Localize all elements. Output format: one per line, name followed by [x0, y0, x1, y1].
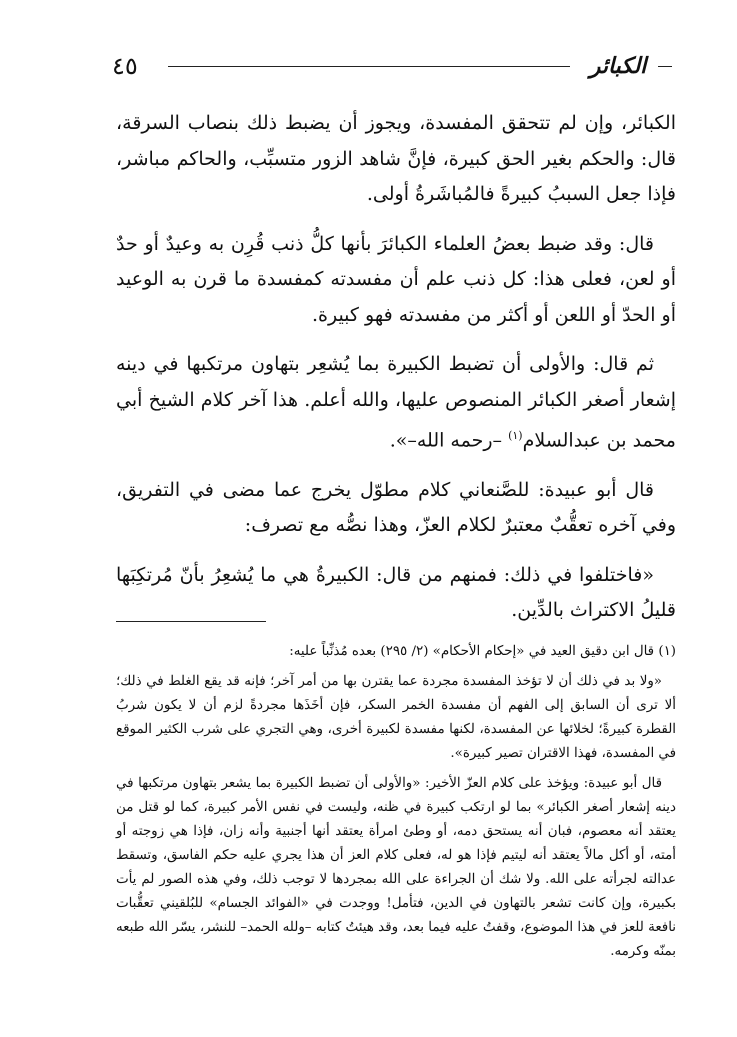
paragraph-5: «فاختلفوا في ذلك: فمنهم من قال: الكبيرةُ هي ما يُشعِرُ بأنّ مُرتكِبَها قليلُ الاكتراث بالدِّين. — [116, 563, 676, 622]
running-title: الكبائر — [589, 53, 647, 79]
main-text — [116, 106, 676, 643]
page-header — [112, 46, 672, 86]
header-rule — [168, 66, 570, 67]
page-number: ٤٥ — [112, 52, 138, 80]
footnote-1-quote: «ولا بد في ذلك أن لا تؤخذ المفسدة مجردة عما يقترن بها من أمر آخر؛ فإنه قد يقع الغلط في ذلك؛ ألا ترى أن السابق إلى الفهم أن مفسدة الخمر السكر، فإن أخَذَها مجردةً لزم أن لا يكون شربُ القطرة كبيرةً؛ لخلائها عن المفسدة، لكنها مفسدة لكبيرة أخرى، وهي التجري على شرب الكثير الموقع في المفسدة، فهذا الاقتران تصير كبيرة». — [116, 674, 676, 761]
header-dash — [658, 66, 672, 67]
footnotes — [116, 640, 676, 970]
paragraph-3 — [116, 347, 676, 459]
paragraph-3-text: ثم قال: والأولى أن تضبط الكبيرة بما يُشعِر بتهاون مرتكبها في دينه إشعار أصغر الكبائر المنصوص عليها، والله أعلم. هذا آخر كلام الشيخ أبي محمد بن عبدالسلام — [116, 353, 676, 452]
paragraph-3-tail: –رحمه الله–». — [389, 429, 509, 452]
footnote-1-heading: (١) قال ابن دقيق العيد في «إحكام الأحكام» (٢/ ٢٩٥) بعده مُذنِّباً عليه: — [289, 644, 676, 659]
paragraph-4: قال أبو عبيدة: للصَّنعاني كلام مطوّل يخرج عما مضى في التفريق، وفي آخره تعقُّبٌ معتبرٌ لكلام العزّ، وهذا نصُّه مع تصرف: — [116, 478, 676, 537]
footnote-1-commentary: قال أبو عبيدة: ويؤخذ على كلام العزّ الأخير: «والأولى أن تضبط الكبيرة بما يشعر بتهاون مرتكبها في دينه إشعار أصغر الكبائر» بما لو ارتكب كبيرة في ظنه، وليست في نفس الأمر كبيرة، كما لو قتل من يعتقد أنه معصوم، فبان أنه يستحق دمه، أو وطئ امرأة يعتقد أنها أجنبية وأنه زان، فإذا هي زوجته أو أمته، أو أكل مالاً يعتقد أنه ليتيم فإذا هو له، فعلى كلام العز أن هذا يجري عليه حكم الفاسق، وتسقط عدالته لجرأته على الله. ولا شك أن الجراءة على الله بمجردها لا توجب ذلك، وفي هذه الصور لم يأت بكبيرة، وإن كانت تشعر بالتهاون في الدين، فتأمل! ووجدت في «الفوائد الجسام» للبُلقيني تعقُّبات نافعة للعز في هذا الموضوع، وقفتُ عليه فيما بعد، وقد هيئتُ كتابه –ولله الحمد– للنشر، يسّر الله طبعه بمنّه وكرمه. — [116, 776, 676, 959]
footnote-reference[interactable]: (١) — [508, 429, 523, 442]
footnote-separator — [116, 621, 266, 622]
paragraph-2: قال: وقد ضبط بعضُ العلماء الكبائرَ بأنها كلُّ ذنب قُرِن به وعيدٌ أو حدٌ أو لعن، فعلى هذا: كل ذنب علم أن مفسدته كمفسدة ما قرن به الوعيد أو الحدّ أو اللعن أو أكثر من مفسدته فهو كبيرة. — [116, 232, 676, 326]
paragraph-1: الكبائر، وإن لم تتحقق المفسدة، ويجوز أن يضبط ذلك بنصاب السرقة، قال: والحكم بغير الحق كبيرة، فإنَّ شاهد الزور متسبِّب، والحاكم مباشر، فإذا جعل السببُ كبيرةً فالمُباشَرةُ أولى. — [116, 112, 676, 205]
